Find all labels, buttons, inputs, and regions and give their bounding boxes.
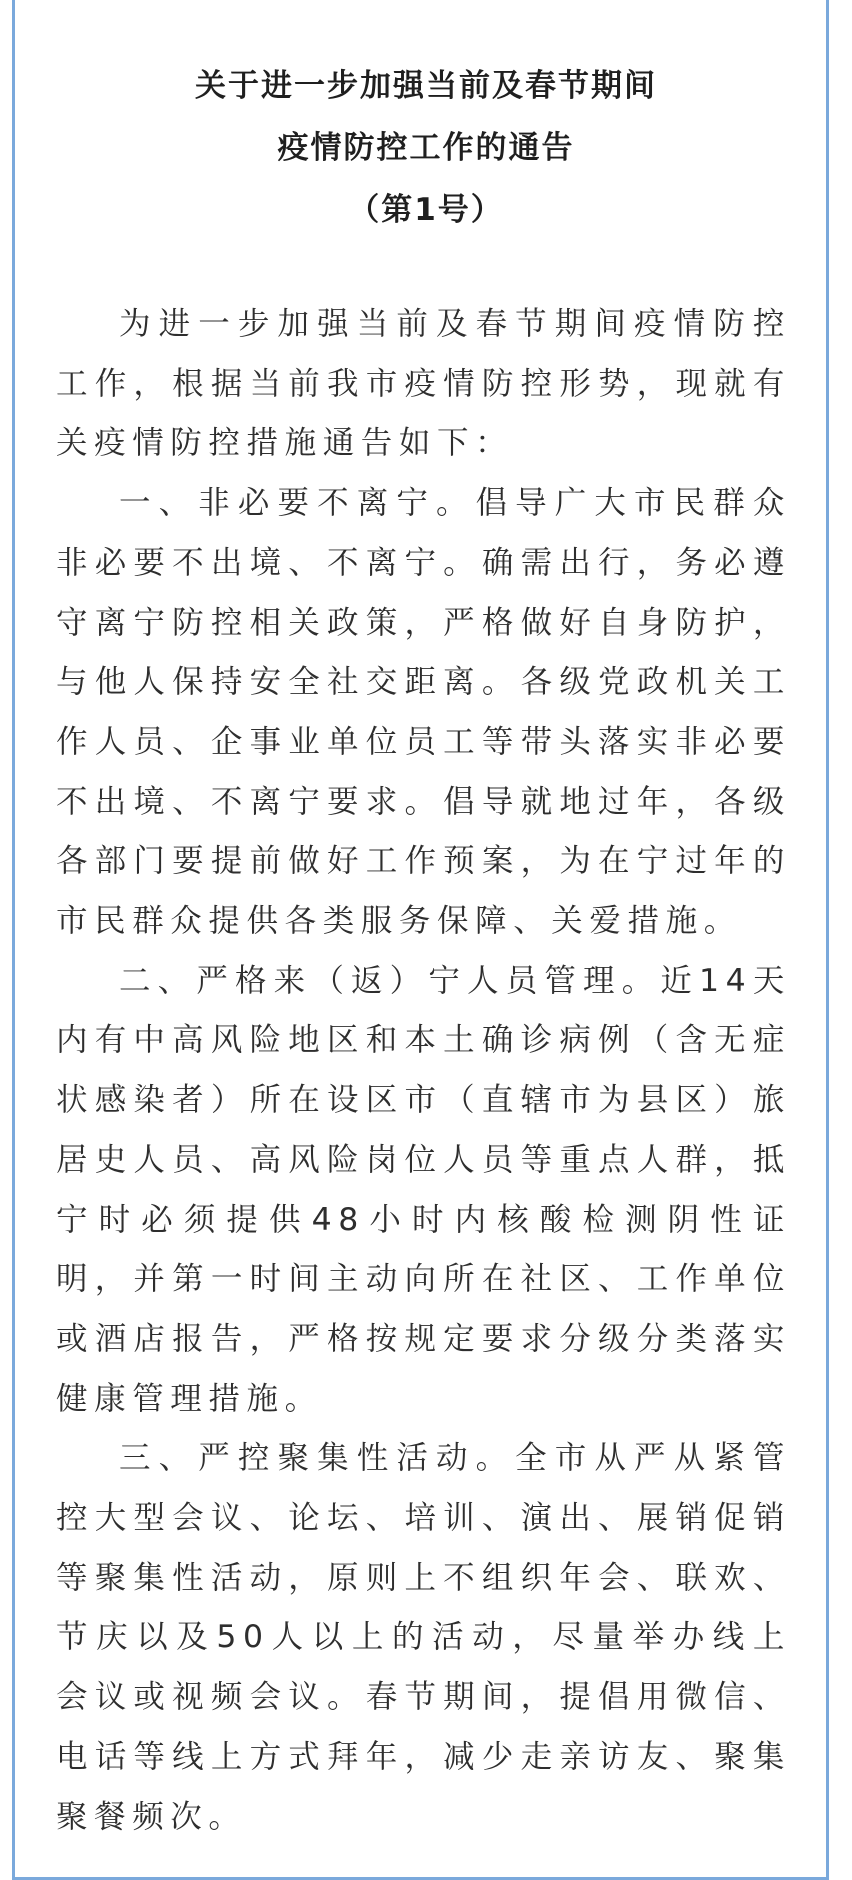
intro-paragraph: 为进一步加强当前及春节期间疫情防控工作，根据当前我市疫情防控形势，现就有关疫情防控措施通告如下： [56,306,791,462]
title-line-1: 关于进一步加强当前及春节期间 [195,68,657,104]
title-line-3: （第1号） [348,192,504,228]
notice-body [56,295,791,1847]
title-line-2: 疫情防控工作的通告 [277,130,575,166]
notice-title [0,55,852,241]
paragraph-item-2: 二、严格来（返）宁人员管理。近14天内有中高风险地区和本土确诊病例（含无症状感染者）所在设区市（直辖市为县区）旅居史人员、高风险岗位人员等重点人群，抵宁时必须提供48小时内核酸检测阴性证明，并第一时间主动向所在社区、工作单位或酒店报告，严格按规定要求分级分类落实健康管理措施。 [56,962,791,1417]
paragraph-item-3: 三、严控聚集性活动。全市从严从紧管控大型会议、论坛、培训、演出、展销促销等聚集性活动，原则上不组织年会、联欢、节庆以及50人以上的活动，尽量举办线上会议或视频会议。春节期间，提倡用微信、电话等线上方式拜年，减少走亲访友、聚集聚餐频次。 [56,1440,791,1835]
paragraph-item-1: 一、非必要不离宁。倡导广大市民群众非必要不出境、不离宁。确需出行，务必遵守离宁防控相关政策，严格做好自身防护，与他人保持安全社交距离。各级党政机关工作人员、企事业单位员工等带头落实非必要不出境、不离宁要求。倡导就地过年，各级各部门要提前做好工作预案，为在宁过年的市民群众提供各类服务保障、关爱措施。 [56,485,791,940]
